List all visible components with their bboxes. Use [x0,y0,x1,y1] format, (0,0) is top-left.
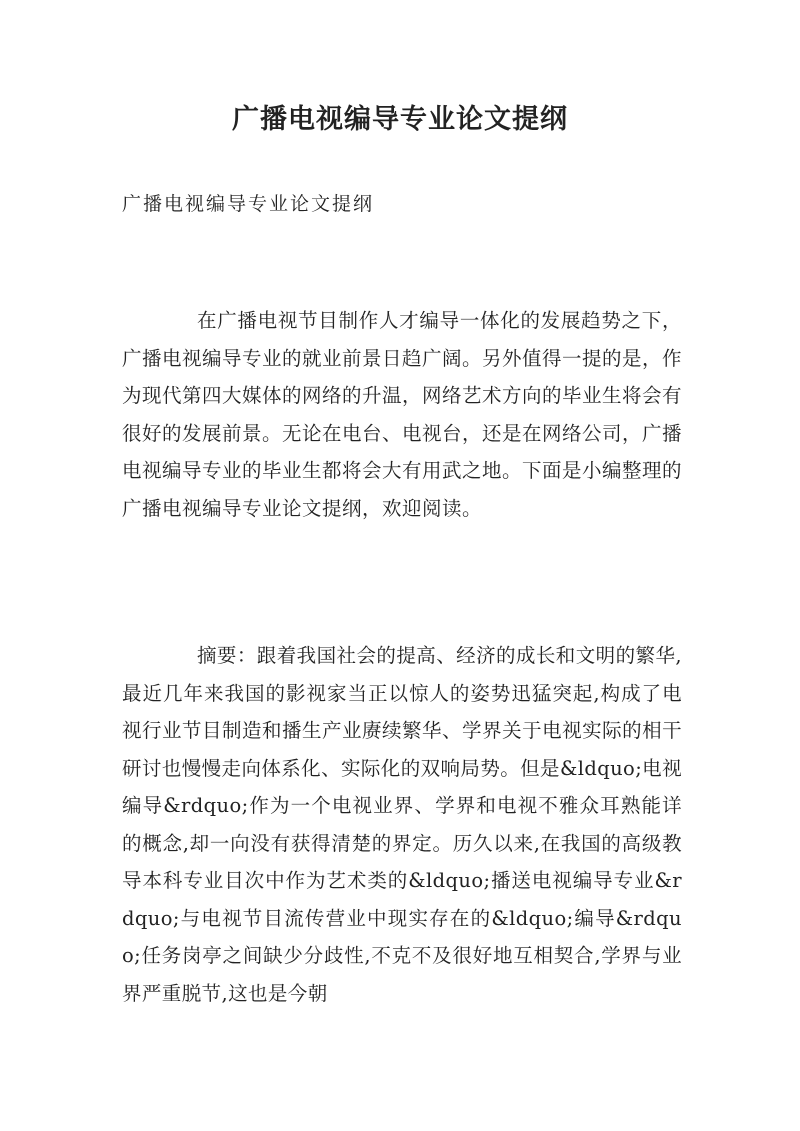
document-subtitle: 广播电视编导专业论文提纲 [122,193,375,215]
abstract-paragraph: 摘要：跟着我国社会的提高、经济的成长和文明的繁华,最近几年来我国的影视家当正以惊人的姿势迅猛突起,构成了电视行业节目制造和播生产业赓续繁华、学界关于电视实际的相干研讨也慢慢走向体系化、实际化的双响局势。但是&ldquo;电视编导&rdquo;作为一个电视业界、学界和电视不雅众耳熟能详的概念,却一向没有获得清楚的界定。历久以来,在我国的高级教导本科专业目次中作为艺术类的&ldquo;播送电视编导专业&rdquo;与电视节目流传营业中现实存在的&ldquo;编导&rdquo;任务岗亭之间缺少分歧性,不克不及很好地互相契合,学界与业界严重脱节,这也是今朝 [122,644,682,1005]
intro-paragraph: 在广播电视节目制作人才编导一体化的发展趋势之下，广播电视编导专业的就业前景日趋广阔。另外值得一提的是，作为现代第四大媒体的网络的升温，网络艺术方向的毕业生将会有很好的发展前景。无论在电台、电视台，还是在网络公司，广播电视编导专业的毕业生都将会大有用武之地。下面是小编整理的广播电视编导专业论文提纲，欢迎阅读。 [122,309,683,520]
document-title: 广播电视编导专业论文提纲 [232,104,568,135]
